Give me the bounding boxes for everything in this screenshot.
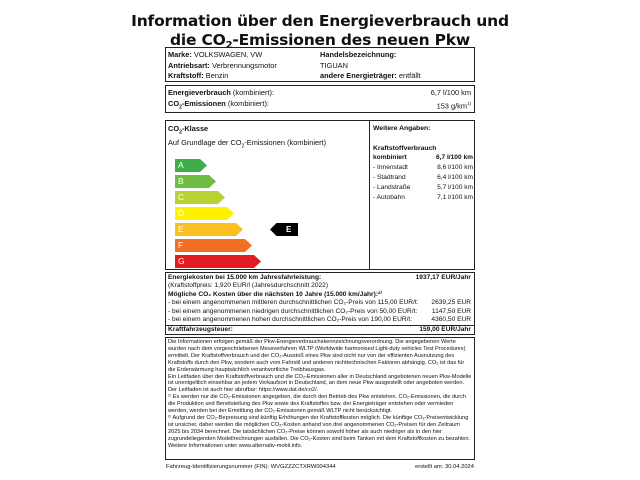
co2-class-letter: C — [178, 192, 185, 202]
info-paragraph-2: Ein Leitfaden über den Kraftstoffverbrauch und die CO₂-Emissionen aller in Deutschland angebotenen neuen Pkw-Modelle ist unentgeltlich einsehbar an jedem Verkaufsort in Deutschland, an dem neue Pkw ausgestellt oder angeboten werden. Der Leitfaden ist auch hier abrufbar: https://www.dat.de/co2/. — [168, 373, 472, 394]
co2-cost-heading: Mögliche CO₂ Kosten über die nächsten 10 Jahre (15.000 km/Jahr):²⁾ — [168, 290, 383, 298]
vehicle-right-column — [320, 50, 421, 82]
energy-cost-row: Energiekosten bei 15.000 km Jahresfahrleistung: 1937,17 EUR/Jahr — [168, 274, 471, 281]
fuel-consumption-heading: Kraftstoffverbrauch — [373, 145, 437, 152]
more-info-panel — [373, 124, 473, 203]
other-energy-row: andere Energieträger: entfällt — [320, 71, 421, 80]
co2-cost-scenario: - bei einem angenommenen mittleren durchschnittlichen CO₂-Preis von 115,00 EUR/t: 2639,25 EUR — [168, 299, 471, 307]
marker-arrow-icon — [270, 223, 298, 236]
legal-info-box — [165, 337, 475, 460]
co2-row: $CO_2$-Emissionen (kombiniert): 153 $g/km^{1)}$ — [168, 99, 471, 111]
current-class-label: E — [286, 225, 292, 234]
info-paragraph-3: ¹⁾ Es werden nur die CO₂-Emissionen angegeben, die durch den Betrieb des Pkw entstehen. CO₂-Emissionen, die durch die Produktion und Bereitstellung des Pkw sowie des Kraftstoffes bzw. der Energieträger entstehen oder vermieden werden, werden bei der Ermittlung der CO₂-Emissionen gemäß WLTP nicht berücksichtigt. — [168, 394, 466, 415]
vin-footer: Fahrzeug-Identifizierungsnummer (FIN): WVGZZZCTXRW004344 — [166, 464, 336, 470]
co2-cost-scenarios — [166, 299, 474, 324]
co2-cost-scenario: - bei einem angenommenen niedrigen durchschnittlichen CO₂-Preis von 50,00 EUR/t: 1147,50 EUR — [168, 307, 471, 315]
trade-label: Handelsbezeichnung: — [320, 50, 397, 59]
info-paragraph-4: ²⁾ Aufgrund der CO₂-Bepreisung sind künftig Erhöhungen der Kraftstoffkosten möglich. Die künftige CO₂-Preisentwicklung ist unsicher, daher werden die möglichen CO₂-Kosten anhand von drei angenommenen CO₂-Preisen für den Zeitraum 2025 bis 2034 berechnet. Die tatsächlichen CO₂-Preise können sowohl höher als auch niedriger als in den hier zugrundeliegenden Modellrechnungen ausfallen. Die CO₂-Kosten sind beim Tanken mit dem Kraftstoffkosten zu bezahlen. Weitere Informationen unter www.alternativ-mobil.info. — [168, 414, 471, 449]
current-class-marker — [270, 223, 298, 241]
vehicle-info-box — [165, 47, 475, 82]
energy-box — [165, 85, 475, 113]
co2-class-box — [165, 120, 475, 270]
consumption-item: - Stadtrand 6,4 l/100 km — [373, 174, 473, 181]
co2-class-letter: E — [178, 224, 184, 234]
co2-class-letter: G — [178, 256, 185, 266]
co2-value: 153 $g/km^{1)}$ — [436, 101, 471, 111]
consumption-value: 6,7 l/100 km — [430, 88, 471, 97]
date-footer: erstellt am: 30.04.2024 — [415, 464, 474, 470]
co2-class-title: $CO_2$-Klasse Auf Grundlage der $CO_2$-Emissionen (kombiniert) — [168, 124, 327, 150]
consumption-breakdown — [373, 163, 473, 203]
consumption-item: - Landstraße 5,7 l/100 km — [373, 184, 473, 191]
combined-row: kombiniert 6,7 l/100 km — [373, 154, 473, 161]
fuel-price-row: (Kraftstoffpreis: 1,920 EUR/l (Jahresdurchschnitt 2022) — [168, 282, 329, 290]
tax-row: Kraftfahrzeugsteuer: 159,00 EUR/Jahr — [168, 326, 471, 334]
make-row: Marke: VOLKSWAGEN, VW — [168, 50, 263, 59]
co2-class-bar-e — [175, 223, 243, 236]
co2-class-letter: D — [178, 208, 185, 218]
trade-value: TIGUAN — [320, 60, 348, 70]
drive-row: Antriebsart: Verbrennungsmotor — [168, 60, 277, 70]
title-line-1: Information über den Energieverbrauch und — [131, 12, 509, 30]
co2-class-letter: A — [178, 160, 184, 170]
consumption-item: - Autobahn 7,1 l/100 km — [373, 194, 473, 201]
co2-class-bar-b — [175, 175, 216, 188]
info-paragraph-1: Die Informationen erfolgen gemäß der Pkw-Energieverbrauchskennzeichnungsverordnung. Die angegebenen Werte wurden nach dem vorgeschriebenen Messverfahren WLTP (Worldwide harmonised Light-duty vehicles Test Procedures) ermittelt. Der Kraftstoffverbrauch und der CO₂-Ausstoß eines Pkw sind nicht nur von der effizienten Ausnutzung des Kraftstoffs durch den Pkw, sondern auch vom Fahrstil und anderen nichttechnischen Faktoren abhängig. CO₂ ist das für die Erderwärmung hauptsächlich verantwortliche Treibhausgas. — [168, 339, 466, 373]
co2-class-letter: B — [178, 176, 184, 186]
co2-class-bar-d — [175, 207, 234, 220]
co2-class-bar-a — [175, 159, 207, 172]
co2-cost-scenario: - bei einem angenommenen hohen durchschnittlichen CO₂-Preis von 190,00 EUR/t: 4360,50 EUR — [168, 315, 471, 323]
co2-class-bar-g — [175, 255, 261, 268]
co2-class-bar-f — [175, 239, 252, 252]
class-divider — [369, 121, 370, 269]
consumption-row: Energieverbrauch (kombiniert): 6,7 l/100 km — [168, 88, 471, 97]
vehicle-left-column — [168, 50, 277, 82]
co2-class-bar-c — [175, 191, 225, 204]
co2-class-letter: F — [178, 240, 184, 250]
title-line-2: die $CO_2$-Emissionen des neuen Pkw — [169, 31, 471, 51]
fuel-row: Kraftstoff: Benzin — [168, 71, 229, 80]
consumption-item: - Innenstadt 8,6 l/100 km — [373, 164, 473, 171]
more-info-heading: Weitere Angaben: — [373, 125, 431, 132]
costs-box — [165, 272, 475, 335]
